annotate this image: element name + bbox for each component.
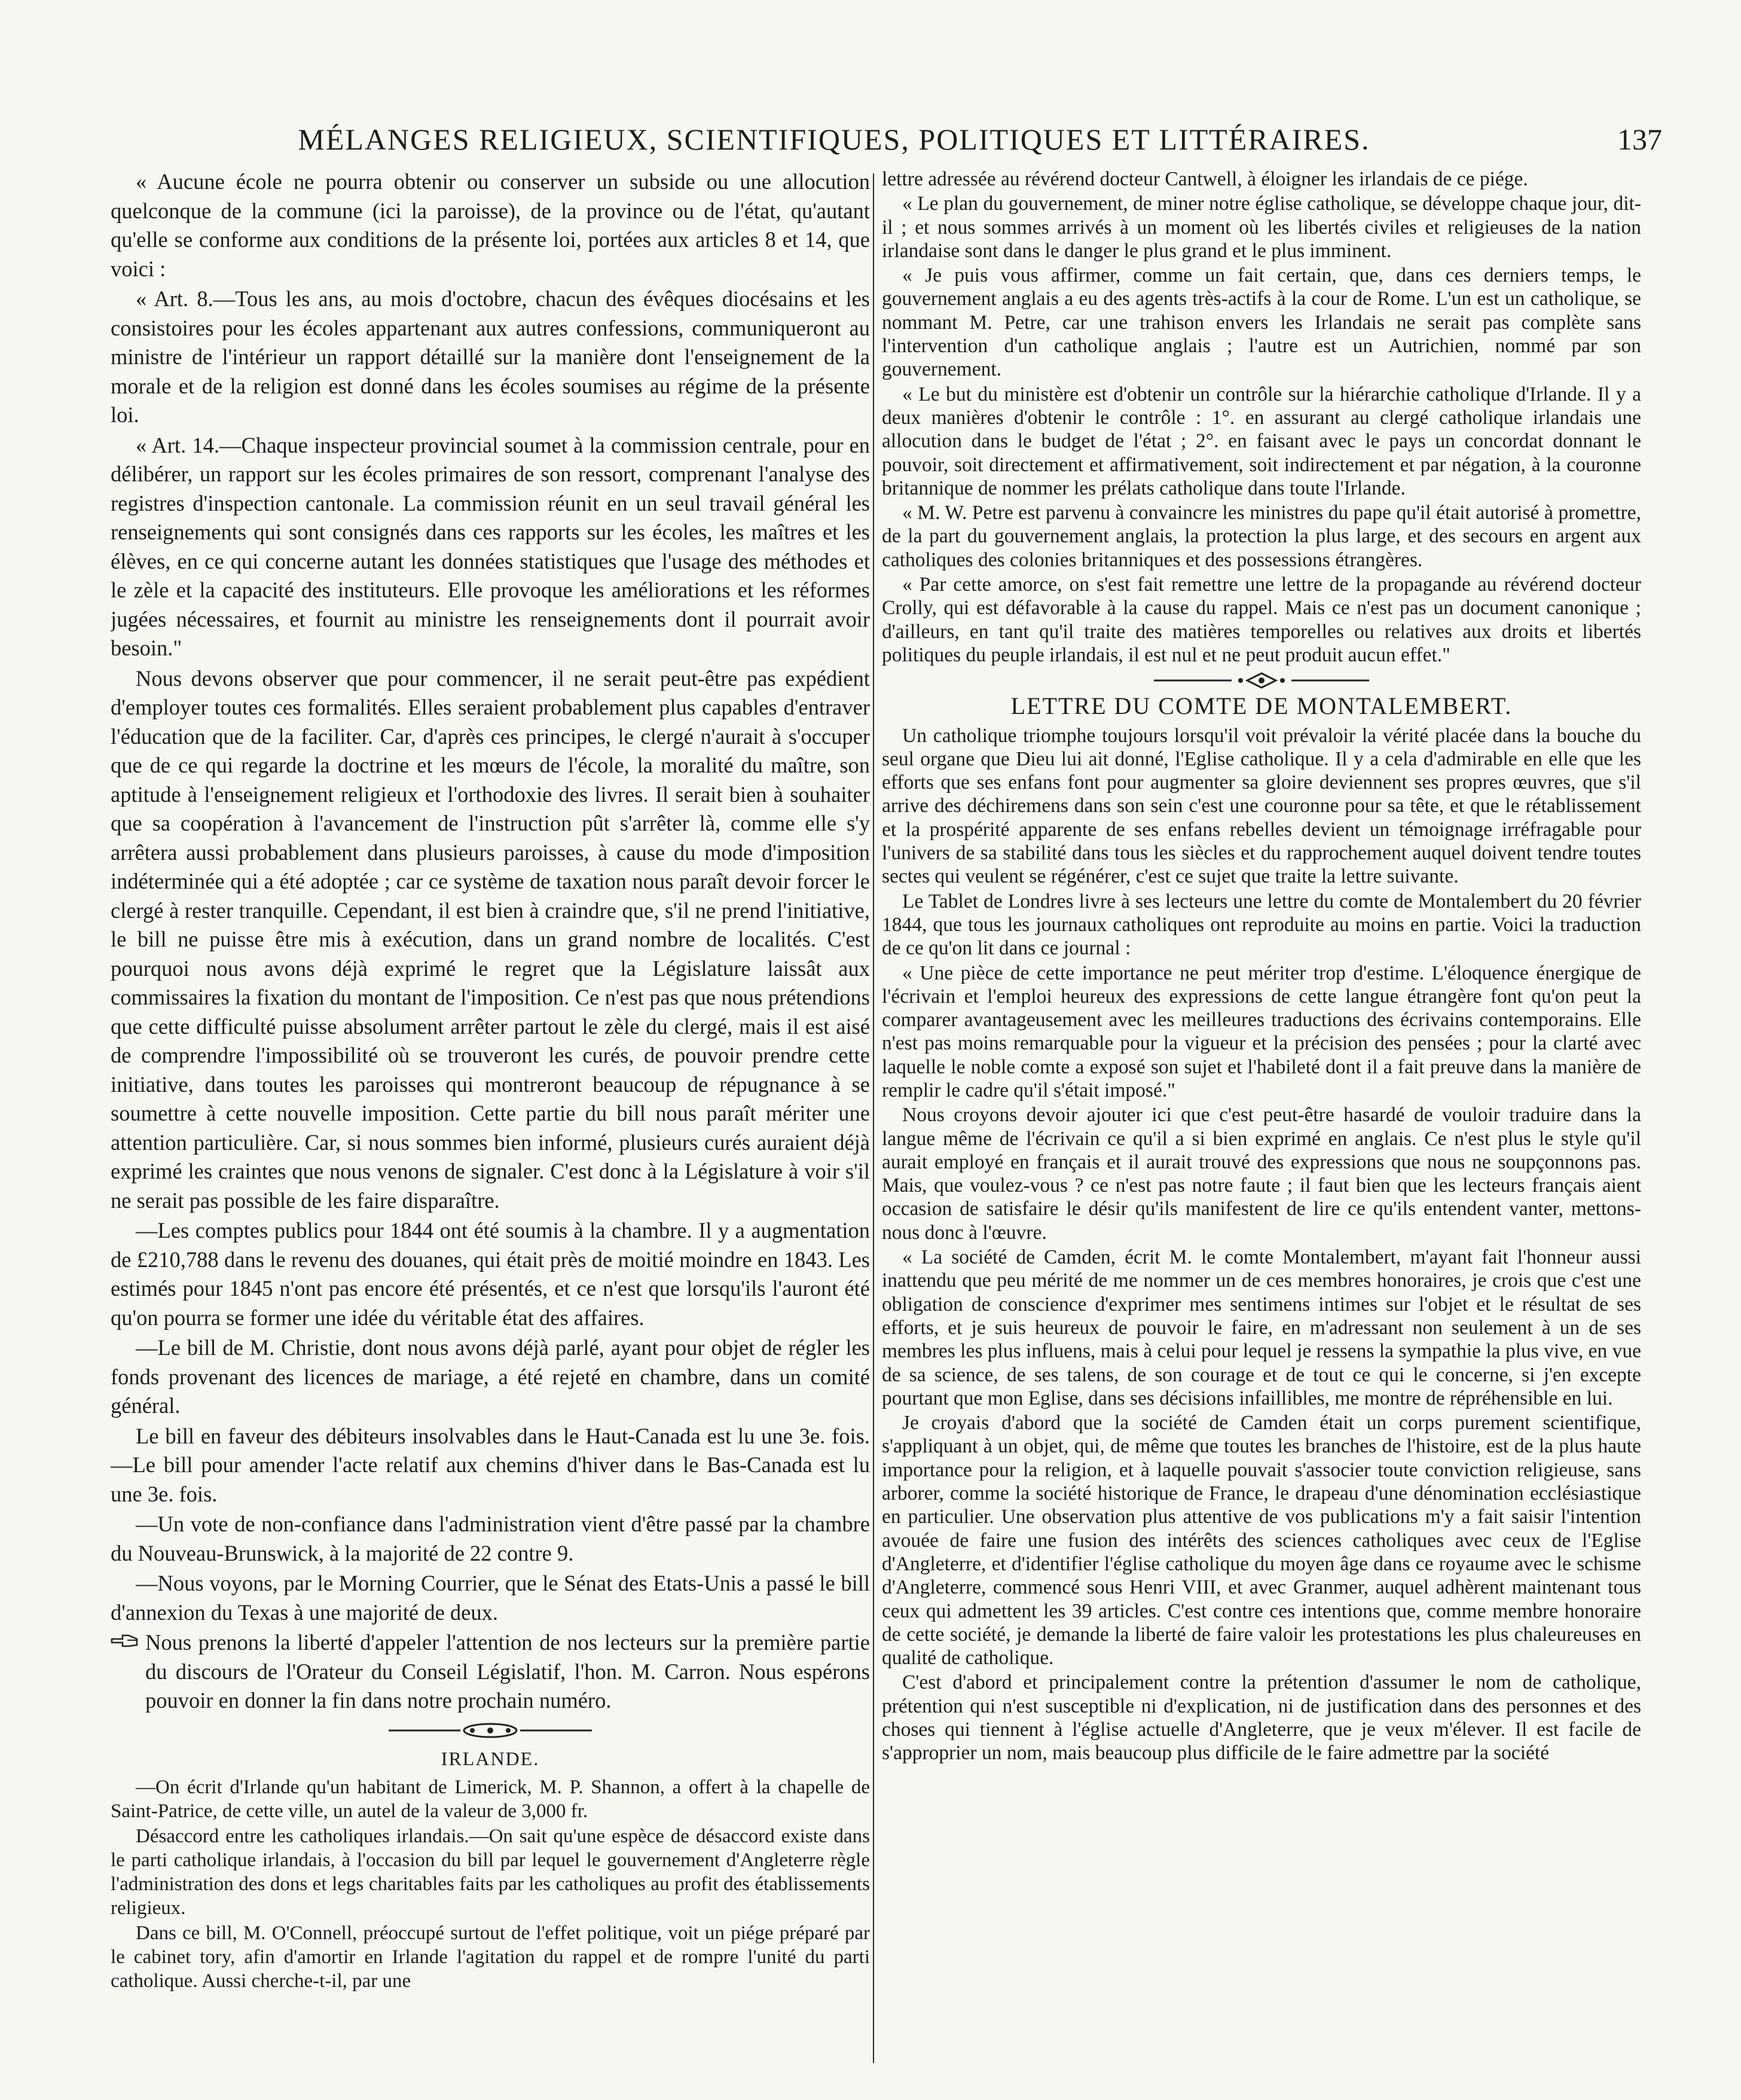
article-paragraph: « Le plan du gouvernement, de miner notre église catholique, se développe chaque jour, dit-il ; et nous sommes arrivés à un moment où les libertés civiles et religieuses de la nation irlandaise sont dans le danger le plus grand et le plus imminent.	[882, 193, 1641, 262]
article-paragraph: —On écrit d'Irlande qu'un habitant de Limerick, M. P. Shannon, a offert à la chapelle de Saint-Patrice, de cette ville, un autel de la valeur de 3,000 fr.	[111, 1777, 870, 1822]
article-paragraph: Le bill en faveur des débiteurs insolvables dans le Haut-Canada est lu une 3e. fois.—Le bill pour amender l'acte relatif aux chemins d'hiver dans le Bas-Canada est lu une 3e. fois.	[111, 1423, 870, 1506]
running-title: MÉLANGES RELIGIEUX, SCIENTIFIQUES, POLITIQUES ET LITTÉRAIRES.	[298, 123, 1370, 156]
article-paragraph: « Je puis vous affirmer, comme un fait certain, que, dans ces derniers temps, le gouvernement anglais a eu des agents très-actifs à la cour de Rome. L'un est un catholique, se nommant M. Petre, car une trahison envers les Irlandais ne serait pas complète sans l'intervention d'un catholique anglais ; l'autre est un Autrichien, nommé par son gouvernement.	[882, 264, 1641, 381]
article-paragraph: —Les comptes publics pour 1844 ont été soumis à la chambre. Il y a augmentation de £210,788 dans le revenu des douanes, qui était près de moitié moindre en 1843. Les estimés pour 1845 n'ont pas encore été présentés, et ce n'est que lorsqu'ils l'auront été qu'on pourra se former une idée du véritable état des affaires.	[111, 1218, 870, 1330]
article-paragraph: Le Tablet de Londres livre à ses lecteurs une lettre du comte de Montalembert du 20 février 1844, que tous les journaux catholiques ont reproduite au moins en partie. Voici la traduction de ce qu'on lit dans ce journal :	[882, 890, 1641, 960]
left-column	[111, 167, 870, 2069]
article-paragraph: « M. W. Petre est parvenu à convaincre les ministres du pape qu'il était autorisé à promettre, de la part du gouvernement anglais, la protection la plus large, et des secours en argent aux catholiques des colonies britanniques et des possessions étrangères.	[882, 502, 1641, 571]
column-divider	[873, 173, 874, 2063]
article-paragraph: « Aucune école ne pourra obtenir ou conserver un subside ou une allocution quelconque de la commune (ici la paroisse), de la province ou de l'état, qu'autant qu'elle se conforme aux conditions de la présente loi, portées aux articles 8 et 14, que voici :	[111, 169, 870, 281]
article-paragraph: —Nous voyons, par le Morning Courrier, que le Sénat des Etats-Unis a passé le bill d'annexion du Texas à une majorité de deux.	[111, 1571, 870, 1625]
article-paragraph: « Art. 8.—Tous les ans, au mois d'octobre, chacun des évêques diocésains et les consistoires pour les écoles appartenant aux autres confessions, communiqueront au ministre de l'intérieur un rapport détaillé sur la manière dont l'enseignement de la morale et de la religion est donné dans les écoles soumises au régime de la présente loi.	[111, 286, 870, 427]
ornament-divider	[1148, 671, 1375, 689]
article-paragraph: —Le bill de M. Christie, dont nous avons déjà parlé, ayant pour objet de régler les fonds provenant des licences de mariage, a été rejeté en chambre, dans un comité général.	[111, 1335, 870, 1418]
article-paragraph: C'est d'abord et principalement contre la prétention d'assumer le nom de catholique, prétention qui n'est susceptible ni d'explication, ni de justification dans des personnes et des choses qui tiennent à l'église actuelle d'Angleterre, que je veux m'élever. Il est facile de s'approprier un nom, mais beaucoup plus difficile de le faire admettre par la société	[882, 1671, 1641, 1765]
article-paragraph: Nous croyons devoir ajouter ici que c'est peut-être hasardé de vouloir traduire dans la langue même de l'écrivain ce qu'il a si bien exprimé en anglais. Ce n'est plus le style qu'il aurait employé en français et il aurait trouvé des expressions que nous ne soupçonnons pas. Mais, que voulez-vous ? ce n'est pas notre faute ; il faut bien que les lecteurs français aient occasion de satisfaire le désir qu'ils manifestent de lire ce qu'ils entendent vanter, mettons-nous donc à l'œuvre.	[882, 1104, 1641, 1244]
page-number: 137	[1617, 123, 1662, 156]
pointing-hand-icon	[111, 1628, 139, 1658]
article-paragraph: Un catholique triomphe toujours lorsqu'il voit prévaloir la vérité placée dans la bouche du seul organe que Dieu lui ait donné, l'Eglise catholique. Il y a cela d'admirable en elle que les efforts que ses enfans font pour augmenter sa gloire deviennent ses propres œuvres, que s'il arrive des déchiremens dans son sein c'est une couronne pour sa tête, et que le rétablissement et la prospérité apparente de ses enfans rebelles devient un témoignage irréfragable pour l'univers de sa stabilité dans tous les siècles et du rapprochement auquel doivent tendre toutes sectes qui veulent se régénérer, c'est ce sujet que traite la lettre suivante.	[882, 724, 1641, 888]
article-paragraph: Dans ce bill, M. O'Connell, préoccupé surtout de l'effet politique, voit un piége préparé par le cabinet tory, afin d'amortir en Irlande l'agitation du rappel et de rompre l'unité du parti catholique. Aussi cherche-t-il, par une	[111, 1922, 870, 1992]
section-heading-irlande: IRLANDE.	[441, 1747, 540, 1769]
right-column	[882, 167, 1641, 2069]
article-paragraph: Je croyais d'abord que la société de Camden était un corps purement scientifique, s'appliquant à un objet, qui, de même que toutes les branches de l'histoire, est de la plus haute importance pour la religion, et à laquelle pouvait s'associer toute conviction religieuse, sans arborer, comme la société historique de France, le drapeau d'une dénomination ecclésiastique en particulier. Une observation plus attentive de vos publications m'y a fait saisir l'intention avouée de faire une fusion des intérêts des sciences catholiques avec ceux de l'Eglise d'Angleterre, et d'identifier l'église catholique du moyen âge dans ce royaume avec le schisme d'Angleterre, commencé sous Henri VIII, et avec Granmer, auquel adhèrent maintenant tous ceux qui admettent les 39 articles. C'est contre ces intentions que, comme membre honoraire de cette société, je demande la liberté de faire valoir les protestations les plus chaleureuses en qualité de catholique.	[882, 1412, 1641, 1669]
notice-paragraph: Nous prenons la liberté d'appeler l'attention de nos lecteurs sur la première partie du discours de l'Orateur du Conseil Législatif, l'hon. M. Carron. Nous espérons pouvoir en donner la fin dans notre prochain numéro.	[145, 1630, 870, 1713]
article-paragraph: Nous devons observer que pour commencer, il ne serait peut-être pas expédient d'employer toutes ces formalités. Elles seraient probablement plus capables d'entraver l'éducation que de la faciliter. Car, d'après ces principes, le clergé n'aurait à s'occuper que de ce qui regarde la doctrine et les mœurs de l'école, la moralité du maître, son aptitude à l'enseignement religieux et l'orthodoxie des livres. Il serait bien à souhaiter que sa coopération à l'avancement de l'instruction pût s'arrêter là, comme elle s'y arrêtera aussi probablement dans plusieurs paroisses, à cause du mode d'imposition indéterminée qui a été adoptée ; car ce système de taxation nous paraît devoir forcer le clergé à rester tranquille. Cependant, il est bien à craindre que, s'il ne prend l'initiative, le bill ne puisse être mis à exécution, dans un grand nombre de localités. C'est pourquoi nous avons déjà exprimé le regret que la Législature laissât aux commissaires la fixation du montant de l'imposition. Ce n'est pas que nous prétendions que cette difficulté puisse absolument arrêter partout le zèle du clergé, mais il est aisé de comprendre l'impossibilité où se trouveront les curés, de pouvoir prendre cette initiative, dans toutes les paroisses qui montreront beaucoup de répugnance à se soumettre à cette nouvelle imposition. Cette partie du bill nous paraît mériter une attention particulière. Car, si nous sommes bien informé, plusieurs curés auraient déjà exprimé les craintes que nous venons de signaler. C'est donc à la Législature à voir s'il ne serait pas possible de les faire disparaître.	[111, 666, 870, 1213]
section-heading-lettre: LETTRE DU COMTE DE MONTALEMBERT.	[1010, 692, 1513, 720]
article-paragraph: « La société de Camden, écrit M. le comte Montalembert, m'ayant fait l'honneur aussi inattendu que peu mérité de me nommer un de ces membres honoraires, je crois que c'est une obligation de conscience d'exprimer mes sentimens intimes sur l'objet et le résultat de ses efforts, et je suis heureux de pouvoir le faire, en m'adressant non seulement à un de ses membres les plus influens, mais à celui pour lequel je ressens la sympathie la plus vive, en vue de sa science, de ses talens, de son courage et de tout ce qui le concerne, si j'en excepte pourtant que mon Eglise, dans ses décisions infaillibles, me montre de répréhensible en lui.	[882, 1246, 1641, 1409]
ornament-divider	[383, 1721, 598, 1739]
article-paragraph: lettre adressée au révérend docteur Cantwell, à éloigner les irlandais de ce piége.	[882, 168, 1528, 190]
notice-block	[111, 1628, 870, 1717]
article-paragraph: « Le but du ministère est d'obtenir un contrôle sur la hiérarchie catholique d'Irlande. Il y a deux manières d'obtenir le contrôle : 1°. en assurant au clergé catholique irlandais une allocution dans le budget de l'état ; 2°. en faisant avec le pays un concordat donnant le pouvoir, soit directement et affirmativement, soit indirectement et par négation, à la couronne britannique de nommer les prélats catholique dans toute l'Irlande.	[882, 383, 1641, 499]
article-paragraph: Désaccord entre les catholiques irlandais.—On sait qu'une espèce de désaccord existe dans le parti catholique irlandais, à l'occasion du bill par lequel le gouvernement d'Angleterre règle l'administration des dons et legs charitables faits par les catholiques au profit des établissements religieux.	[111, 1826, 870, 1919]
article-paragraph: « Art. 14.—Chaque inspecteur provincial soumet à la commission centrale, pour en délibérer, un rapport sur les écoles primaires de son ressort, comprenant l'analyse des registres d'inspection cantonale. La commission réunit en un seul travail général les renseignements qui sont consignés dans ces rapports sur les écoles, les maîtres et les élèves, en ce qui concerne autant les données statistiques que l'usage des méthodes et le zèle et la capacité des instituteurs. Elle provoque les améliorations et les réformes jugées nécessaires, et fournit au ministre les renseignements dont il pourrait avoir besoin."	[111, 432, 870, 660]
article-paragraph: « Une pièce de cette importance ne peut mériter trop d'estime. L'éloquence énergique de l'écrivain et l'emploi heureux des expressions de cette langue étrangère font qu'on peut la comparer avantageusement avec les meilleures traductions des écrivains contemporains. Elle n'est pas moins remarquable pour la vigueur et la précision des pensées ; pour la clarté avec laquelle le noble comte a exposé son sujet et l'habileté dont il a fait preuve dans la manière de remplir le cadre qu'il s'était imposé."	[882, 962, 1641, 1101]
page-header	[96, 118, 1662, 160]
article-paragraph: —Un vote de non-confiance dans l'administration vient d'être passé par la chambre du Nouveau-Brunswick, à la majorité de 22 contre 9.	[111, 1512, 870, 1565]
article-paragraph: « Par cette amorce, on s'est fait remettre une lettre de la propagande au révérend docteur Crolly, qui est défavorable à la cause du rappel. Mais ce n'est pas un document canonique ; d'ailleurs, en tant qu'il traite des matières temporelles ou relatives aux droits et libertés politiques du peuple irlandais, il est nul et ne peut produit aucun effet."	[882, 573, 1641, 666]
